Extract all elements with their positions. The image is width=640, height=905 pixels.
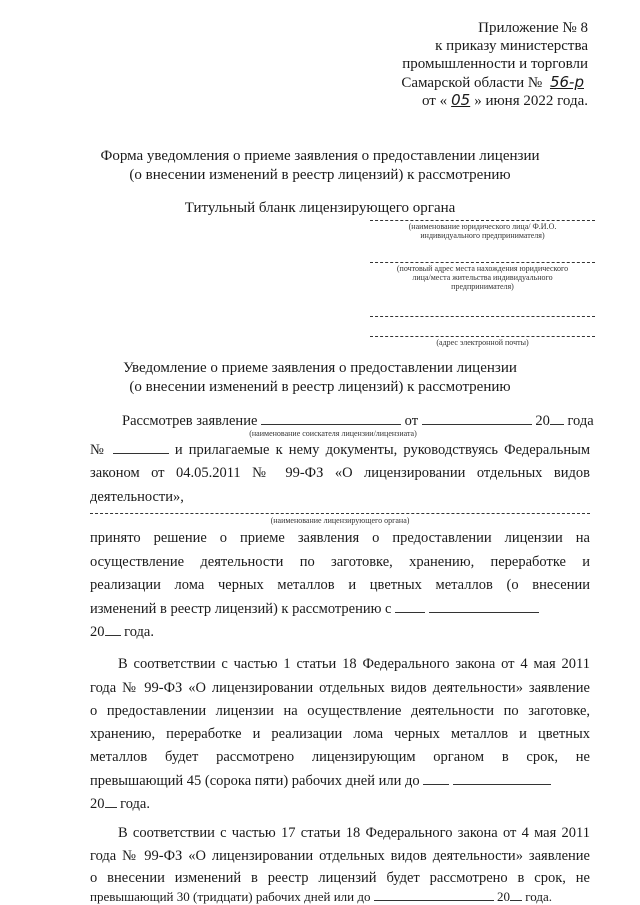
addressee-address-caption1: (почтовый адрес места нахождения юридического: [396, 264, 569, 273]
order-number-prefix: Самарской области №: [401, 75, 543, 91]
p2-text-deadline: превышающий 45 (сорока пяти) рабочих дней или до: [90, 773, 420, 789]
p2-line1: В соответствии с частью 1 статьи 18 Федерального закона от 4 мая 2011: [118, 656, 590, 672]
order-number-line: [401, 74, 588, 92]
order-number-handwritten: 56-р: [549, 73, 584, 91]
letterhead-title: Титульный бланк лицензирующего органа: [184, 200, 456, 216]
addressee-email-caption: (адрес электронной почты): [436, 338, 529, 347]
p2-line7: [90, 795, 590, 813]
p1-line2: [90, 441, 590, 459]
application-number-blank: [113, 441, 169, 454]
p1-line9: [90, 623, 590, 641]
p2-deadline-day-blank: [423, 772, 449, 785]
p1-line3: законом от 04.05.2011 № 99-ФЗ «О лицензировании отдельных видов: [90, 465, 590, 481]
appendix-number: Приложение № 8: [478, 20, 588, 36]
form-title-line1: Форма уведомления о приеме заявления о предоставлении лицензии: [100, 148, 540, 164]
order-date-line: [422, 92, 588, 110]
p3-text-year: года.: [525, 889, 553, 904]
applicant-name-blank: [261, 412, 401, 425]
p3-line4: [90, 888, 590, 904]
addressee-address-line: [370, 262, 595, 263]
p1-line6: осуществление деятельности по заготовке, хранению, переработке и: [90, 554, 590, 570]
p1-line4: деятельности»,: [90, 489, 184, 505]
p1-text-considering: Рассмотрев заявление: [122, 413, 258, 429]
p1-text-from: от: [404, 413, 419, 429]
p1-text-number-sign: №: [90, 442, 107, 458]
p2-line3: о предоставлении лицензии на осуществление деятельности по заготовке,: [90, 703, 590, 719]
addressee-address-caption2: лица/места жительства индивидуального: [412, 273, 553, 282]
application-year-blank: [550, 412, 564, 425]
ministry-name-line: промышленности и торговли: [402, 56, 588, 72]
application-date-blank: [422, 412, 532, 425]
p2-line5: металлов будет рассмотрено лицензирующим органом в срок, не: [90, 749, 590, 765]
p2-text-year-prefix: 20: [90, 796, 105, 812]
p3-deadline-date-blank: [374, 888, 494, 901]
acceptance-month-blank: [429, 600, 539, 613]
addressee-name-caption1: (наименование юридического лица/ Ф.И.О.: [408, 222, 557, 231]
p1-text-year: года: [567, 413, 594, 429]
p2-line2: года № 99-ФЗ «О лицензировании отдельных видов деятельности» заявление: [90, 680, 590, 696]
notice-title-line2: (о внесении изменений в реестр лицензий) к рассмотрению: [129, 379, 511, 395]
licensing-authority-caption: (наименование лицензирующего органа): [270, 516, 410, 525]
addressee-name-caption2: индивидуального предпринимателя): [420, 231, 545, 240]
p2-line6: [90, 772, 590, 790]
notice-title-line1: Уведомление о приеме заявления о предоставлении лицензии: [123, 360, 517, 376]
licensing-authority-line: [90, 513, 590, 514]
p1-text-documents: и прилагаемые к нему документы, руководствуясь Федеральным: [174, 442, 591, 458]
p1-line7: реализации лома черных металлов и цветных металлов (о внесении: [90, 577, 590, 593]
p1-text-consideration-from: изменений в реестр лицензий) к рассмотрению с: [90, 601, 392, 617]
order-day-handwritten: 05: [451, 91, 471, 109]
addressee-name-line: [370, 220, 595, 221]
p1-text-year-prefix2: 20: [90, 624, 105, 640]
p3-line1: В соответствии с частью 17 статьи 18 Федерального закона от 4 мая 2011: [118, 825, 590, 841]
p3-line3: о внесении изменений в реестр лицензий будет рассмотрено в срок, не: [90, 870, 590, 886]
form-title-line2: (о внесении изменений в реестр лицензий) к рассмотрению: [129, 167, 511, 183]
p2-line4: хранению, переработке и реализации лома черных металлов и цветных: [90, 726, 590, 742]
acceptance-year-blank: [105, 623, 121, 636]
order-date-suffix: » июня 2022 года.: [474, 93, 588, 109]
p1-text-year2: года.: [124, 624, 154, 640]
p2-deadline-year-blank: [105, 795, 117, 808]
order-reference-line: к приказу министерства: [435, 38, 588, 54]
p1-line5: принято решение о приеме заявления о предоставлении лицензии на: [90, 530, 590, 546]
p1-line1: [122, 412, 594, 430]
p3-deadline-year-blank: [510, 888, 522, 901]
p2-deadline-month-blank: [453, 772, 551, 785]
order-date-prefix: от «: [422, 93, 448, 109]
p3-line2: года № 99-ФЗ «О лицензировании отдельных видов деятельности» заявление: [90, 848, 590, 864]
addressee-email-line: [370, 336, 595, 337]
acceptance-day-blank: [395, 600, 425, 613]
p3-text-deadline: превышающий 30 (тридцати) рабочих дней или до: [90, 889, 371, 904]
p1-line8: [90, 600, 590, 618]
p3-text-year-prefix: 20: [496, 889, 510, 904]
applicant-caption: (наименование соискателя лицензии/лицензиата): [249, 429, 417, 438]
p2-text-year: года.: [120, 796, 150, 812]
p1-text-year-prefix: 20: [535, 413, 550, 429]
addressee-extra-line: [370, 316, 595, 317]
addressee-address-caption3: предпринимателя): [451, 282, 514, 291]
